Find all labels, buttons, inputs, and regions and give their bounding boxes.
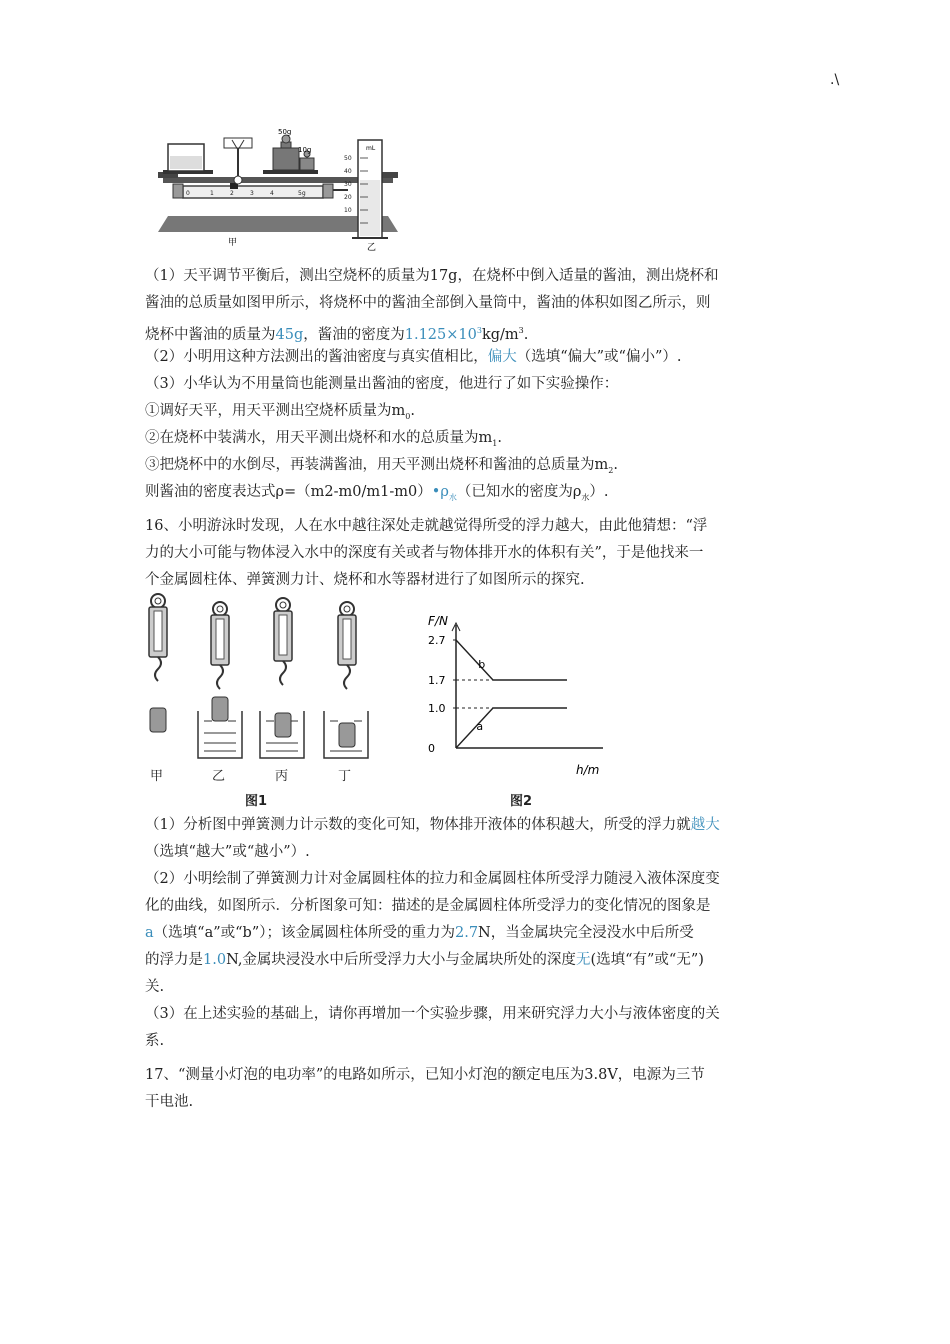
svg-text:30: 30	[344, 181, 352, 188]
answer-buoyancy: 1.0	[203, 952, 227, 968]
weight-50g	[273, 148, 299, 170]
answer-bias: 偏大	[487, 349, 517, 365]
answer-density: 1.125×10	[404, 326, 477, 343]
weight-10g	[300, 158, 314, 170]
setup-yi	[198, 602, 242, 758]
svg-text:1: 1	[210, 190, 214, 197]
svg-text:丁: 丁	[338, 769, 352, 784]
setup-ding	[324, 602, 368, 758]
answer-graph: a	[145, 925, 154, 941]
series-label-b: b	[478, 658, 486, 671]
label-yi: 乙	[367, 243, 377, 253]
svg-text:20: 20	[344, 194, 352, 201]
svg-text:10: 10	[344, 207, 352, 214]
series-label-a: a	[476, 720, 484, 733]
svg-text:0: 0	[186, 190, 190, 197]
setup-bing	[260, 598, 304, 758]
y-tick-label: 1.0	[428, 702, 446, 715]
y-tick-label: 0	[428, 742, 435, 755]
svg-text:mL: mL	[366, 145, 376, 152]
fig1-caption: 图1	[245, 794, 268, 809]
fig2-caption: 图2	[510, 794, 533, 809]
svg-text:5g: 5g	[298, 190, 306, 197]
q16-questions: （1）分析图中弹簧测力计示数的变化可知，物体排开液体的体积越大，所受的浮力就越大 （选填“越大”或“越小”）. （2）小明绘制了弹簧测力计对金属圆柱体的拉力和金属圆柱体所受浮力随浸入液体深度变 化的曲线，如图所示．分析图象可知：描述的是金属圆柱体所受浮力的变化情况的图象是 a（选填“a”或“b”）；该金属圆柱体所受的重力为2.7N，当金属块完全浸没水中后所受 的浮力是1.0N,金属块浸没水中后所受浮力大小与金属块所处的深度无(选填“有”或“无”) 关. （3）在上述实验的基础上，请你再增加一个实验步骤，用来研究浮力大小与液体密度的关 系.	[145, 817, 720, 1049]
svg-text:甲: 甲	[150, 769, 164, 784]
q15-block: （1）天平调节平衡后，测出空烧杯的质量为17g，在烧杯中倒入适量的酱油，测出烧杯和 酱油的总质量如图甲所示，将烧杯中的酱油全部倒入量筒中，酱油的体积如图乙所示，则 烧杯中酱油的质量为45g，酱油的密度为$1.125\times 10^3kg/m^3$. （2）小明用这种方法测出的酱油密度与真实值相比，偏大（选填“偏大”或“偏小”）. （3）小华认为不用量筒也能测量出酱油的密度，他进行了如下实验操作： ①调好天平，用天平测出空烧杯质量为$m_0$. ②在烧杯中装满水，用天平测出烧杯和水的总质量为$m_1$. ③把烧杯中的水倒尽，再装满酱油，用天平测出烧杯和酱油的总质量为$m_2$. 则酱油的密度表达式$\rho=(m2-m0/m1-m0)•\rho_水$（已知水的密度为$\rho_水$）.	[145, 268, 719, 502]
balance-and-cylinder-figure	[148, 120, 418, 255]
q17-block: 17、“测量小灯泡的电功率”的电路如所示，已知小灯泡的额定电压为3.8V，电源为三节 干电池.	[145, 1067, 705, 1110]
answer-weight: 2.7	[454, 925, 479, 941]
setup-jia	[149, 594, 167, 732]
svg-text:10g: 10g	[298, 146, 312, 154]
svg-text:丙: 丙	[275, 769, 289, 784]
answer-depth: 无	[575, 952, 591, 968]
y-tick-label: 2.7	[428, 634, 446, 647]
spring-scale-figure	[140, 593, 380, 788]
pointer-dial	[224, 138, 252, 148]
answer-expression: •ρ	[431, 484, 449, 500]
svg-text:乙: 乙	[212, 769, 226, 784]
svg-text:3: 3	[250, 190, 254, 197]
svg-text:2: 2	[230, 190, 234, 197]
label-jia: 甲	[228, 238, 238, 248]
x-axis-label: h/m	[576, 763, 600, 777]
corner-mark: .\	[830, 72, 840, 88]
y-tick-label: 1.7	[428, 674, 446, 687]
answer-larger: 越大	[690, 817, 720, 833]
svg-text:50g: 50g	[278, 128, 292, 136]
answer-mass: 45g	[275, 326, 304, 343]
series-line-b	[456, 640, 567, 680]
y-axis-label: F/N	[428, 614, 448, 628]
svg-text:40: 40	[344, 168, 352, 175]
force-depth-chart	[418, 613, 608, 778]
svg-text:4: 4	[270, 190, 274, 197]
svg-text:50: 50	[344, 155, 352, 162]
q16-intro: 16、小明游泳时发现，人在水中越往深处走就越觉得所受的浮力越大，由此他猜想：“浮 力的大小可能与物体浸入水中的深度有关或者与物体排开水的体积有关”，于是他找来一 个金属圆柱体、弹簧测力计、烧杯和水等器材进行了如图所示的探究.	[145, 518, 708, 588]
series-line-a	[456, 708, 567, 748]
